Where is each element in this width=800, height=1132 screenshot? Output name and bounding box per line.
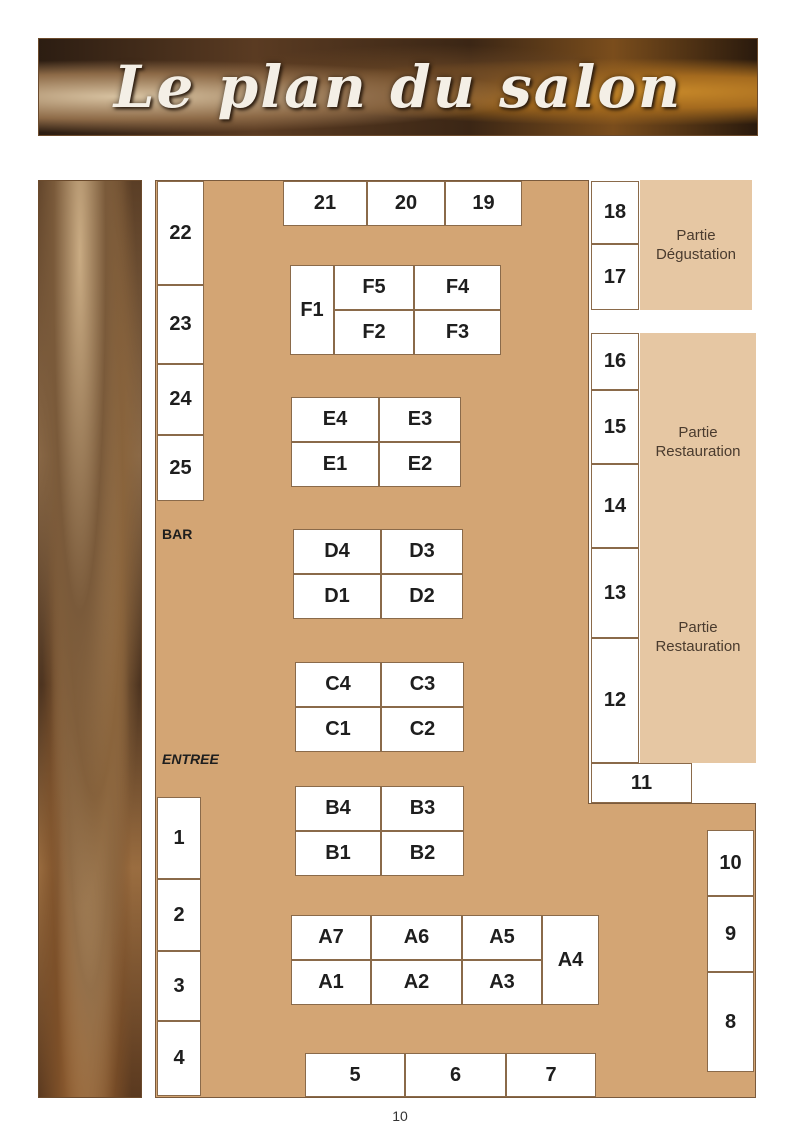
stand-2[interactable]: 2 — [157, 879, 201, 951]
stand-25[interactable]: 25 — [157, 435, 204, 501]
stand-E4[interactable]: E4 — [291, 397, 379, 442]
stand-B4[interactable]: B4 — [295, 786, 381, 831]
stand-A5[interactable]: A5 — [462, 915, 542, 960]
stand-D4[interactable]: D4 — [293, 529, 381, 574]
stand-C2[interactable]: C2 — [381, 707, 464, 752]
stand-E1[interactable]: E1 — [291, 442, 379, 487]
stand-D3[interactable]: D3 — [381, 529, 463, 574]
stand-3[interactable]: 3 — [157, 951, 201, 1021]
stand-A4[interactable]: A4 — [542, 915, 599, 1005]
stand-16[interactable]: 16 — [591, 333, 639, 390]
stand-23[interactable]: 23 — [157, 285, 204, 364]
stand-D1[interactable]: D1 — [293, 574, 381, 619]
stand-18[interactable]: 18 — [591, 181, 639, 244]
stand-5[interactable]: 5 — [305, 1053, 405, 1097]
stand-12[interactable]: 12 — [591, 638, 639, 763]
bar-marker: BAR — [162, 526, 193, 542]
stand-A3[interactable]: A3 — [462, 960, 542, 1005]
stand-C3[interactable]: C3 — [381, 662, 464, 707]
stand-20[interactable]: 20 — [367, 181, 445, 226]
stand-15[interactable]: 15 — [591, 390, 639, 464]
stand-E3[interactable]: E3 — [379, 397, 461, 442]
stand-10[interactable]: 10 — [707, 830, 754, 896]
stand-19[interactable]: 19 — [445, 181, 522, 226]
stand-F3[interactable]: F3 — [414, 310, 501, 355]
stand-22[interactable]: 22 — [157, 181, 204, 285]
stand-24[interactable]: 24 — [157, 364, 204, 435]
stand-11[interactable]: 11 — [591, 763, 692, 803]
stand-B1[interactable]: B1 — [295, 831, 381, 876]
stand-A6[interactable]: A6 — [371, 915, 462, 960]
stand-A7[interactable]: A7 — [291, 915, 371, 960]
zone-restauration — [640, 333, 756, 763]
stand-17[interactable]: 17 — [591, 244, 639, 310]
walnut-photo — [38, 180, 142, 1098]
zone-restauration-upper-label: Partie Restauration — [655, 424, 741, 460]
stand-13[interactable]: 13 — [591, 548, 639, 638]
stand-4[interactable]: 4 — [157, 1021, 201, 1096]
stand-6[interactable]: 6 — [405, 1053, 506, 1097]
page-number: 10 — [392, 1108, 408, 1124]
stand-C4[interactable]: C4 — [295, 662, 381, 707]
stand-A1[interactable]: A1 — [291, 960, 371, 1005]
entree-marker: ENTREE — [162, 751, 219, 767]
stand-C1[interactable]: C1 — [295, 707, 381, 752]
stand-8[interactable]: 8 — [707, 972, 754, 1072]
zone-degustation-label: Partie Dégustation — [655, 227, 737, 263]
page-title: Le plan du salon — [113, 53, 683, 121]
stand-1[interactable]: 1 — [157, 797, 201, 879]
header-banner — [38, 38, 758, 136]
stand-14[interactable]: 14 — [591, 464, 639, 548]
stand-9[interactable]: 9 — [707, 896, 754, 972]
stand-F2[interactable]: F2 — [334, 310, 414, 355]
zone-degustation — [640, 180, 752, 310]
stand-F1[interactable]: F1 — [290, 265, 334, 355]
stand-B3[interactable]: B3 — [381, 786, 464, 831]
stand-D2[interactable]: D2 — [381, 574, 463, 619]
stand-E2[interactable]: E2 — [379, 442, 461, 487]
stand-21[interactable]: 21 — [283, 181, 367, 226]
stand-A2[interactable]: A2 — [371, 960, 462, 1005]
stand-F5[interactable]: F5 — [334, 265, 414, 310]
stand-7[interactable]: 7 — [506, 1053, 596, 1097]
stand-B2[interactable]: B2 — [381, 831, 464, 876]
stand-F4[interactable]: F4 — [414, 265, 501, 310]
zone-restauration-lower-label: Partie Restauration — [655, 619, 741, 655]
